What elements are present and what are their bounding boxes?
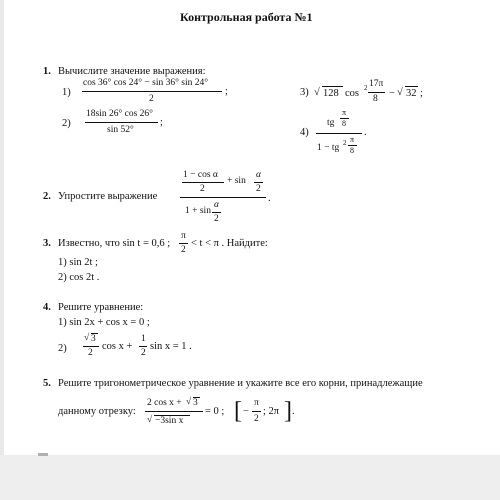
radicand: 3 bbox=[91, 334, 96, 344]
minus-sign: − bbox=[243, 406, 249, 417]
tg-text: tg bbox=[327, 118, 335, 128]
task-text: Решите тригонометрическое уравнение и укажите все его корни, принадлежащие bbox=[58, 378, 423, 389]
fraction-bar bbox=[139, 346, 147, 347]
radical-bar bbox=[405, 86, 418, 87]
fraction-denominator: 2 bbox=[141, 348, 146, 358]
radicand: 32 bbox=[406, 88, 417, 99]
task-text: Упростите выражение bbox=[58, 191, 158, 202]
subtask-1: 1) sin 2t ; bbox=[58, 257, 98, 268]
task-text: данному отрезку: bbox=[58, 406, 136, 417]
expression-text: sin x = 1 . bbox=[150, 341, 192, 352]
semicolon: ; bbox=[225, 86, 228, 97]
task-number: 3. bbox=[43, 238, 51, 249]
exponent: 2 bbox=[364, 84, 368, 92]
item-number: 4) bbox=[300, 127, 309, 138]
task-number: 4. bbox=[43, 302, 51, 313]
radical-sign-icon: √ bbox=[84, 333, 90, 343]
task-text: Известно, что sin t = 0,6 ; bbox=[58, 238, 171, 249]
expression-text: cos x + bbox=[102, 341, 133, 352]
condition-text: < t < π . Найдите: bbox=[191, 238, 268, 249]
fraction-bar bbox=[212, 212, 221, 213]
fraction-denominator: 2 bbox=[181, 245, 186, 255]
semicolon: ; bbox=[160, 117, 163, 128]
item-number: 3) bbox=[300, 87, 309, 98]
interval-end: ; 2π bbox=[263, 406, 280, 417]
fraction-bar bbox=[145, 411, 203, 412]
fraction-bar bbox=[252, 411, 261, 412]
fraction-numerator: π bbox=[350, 135, 355, 144]
radical-sign-icon: √ bbox=[397, 87, 403, 98]
fraction-numerator: 2 cos x + bbox=[147, 398, 182, 408]
fraction-denominator: sin 52° bbox=[107, 125, 134, 135]
fraction-bar bbox=[316, 133, 362, 134]
bracket-open: [ bbox=[234, 398, 242, 424]
fraction-denominator: 8 bbox=[373, 94, 378, 104]
task-number: 2. bbox=[43, 191, 51, 202]
fraction-bar bbox=[182, 182, 224, 183]
radical-sign-icon: √ bbox=[314, 87, 320, 98]
fraction-denominator: 2 bbox=[200, 184, 205, 194]
page-title: Контрольная работа №1 bbox=[180, 10, 313, 24]
radical-sign-icon: √ bbox=[147, 415, 153, 425]
denominator-text: 1 − tg bbox=[317, 143, 340, 153]
fraction-bar bbox=[254, 182, 263, 183]
fraction-denominator: 2 bbox=[88, 348, 93, 358]
task-heading: Вычислите значение выражения: bbox=[58, 66, 206, 77]
fraction-numerator: cos 36° cos 24° − sin 36° sin 24° bbox=[83, 78, 209, 88]
radicand: −3sin x bbox=[155, 416, 184, 426]
subtask-2: 2) cos 2t . bbox=[58, 272, 100, 283]
fraction-bar bbox=[82, 91, 222, 92]
subtask-1: 1) sin 2x + cos x = 0 ; bbox=[58, 317, 150, 328]
plus-sin-text: + sin bbox=[227, 176, 246, 186]
page-edge bbox=[0, 0, 4, 455]
task-number: 5. bbox=[43, 378, 51, 389]
equals-text: = 0 ; bbox=[205, 406, 225, 417]
fraction-bar bbox=[179, 243, 188, 244]
scroll-mark bbox=[38, 453, 48, 456]
fraction-denominator: 8 bbox=[342, 119, 346, 128]
period: . bbox=[268, 193, 271, 204]
fraction-denominator: 2 bbox=[214, 214, 219, 224]
exponent: 2 bbox=[343, 139, 347, 147]
fraction-denominator: 2 bbox=[256, 184, 261, 194]
cos-text: cos bbox=[345, 88, 359, 99]
period: . bbox=[364, 127, 367, 138]
fraction-numerator: α bbox=[256, 170, 261, 180]
task-heading: Решите уравнение: bbox=[58, 302, 144, 313]
period: . bbox=[292, 406, 295, 417]
fraction-numerator: π bbox=[254, 398, 259, 408]
bottom-gray-area bbox=[0, 455, 500, 500]
fraction-numerator: 1 bbox=[141, 334, 146, 344]
fraction-denominator: 8 bbox=[350, 146, 354, 155]
fraction-denominator: 2 bbox=[149, 94, 154, 104]
fraction-numerator: 18sin 26° cos 26° bbox=[86, 109, 153, 119]
bracket-close: ] bbox=[284, 398, 292, 424]
minus-sign: − bbox=[389, 88, 395, 99]
denominator-text: 1 + sin bbox=[185, 206, 211, 216]
item-number: 1) bbox=[62, 87, 71, 98]
radicand: 128 bbox=[323, 88, 339, 99]
fraction-bar bbox=[83, 346, 99, 347]
semicolon: ; bbox=[420, 88, 423, 99]
item-number: 2) bbox=[58, 343, 67, 354]
task-number: 1. bbox=[43, 66, 51, 77]
fraction-numerator: π bbox=[342, 108, 347, 117]
radicand: 3 bbox=[193, 398, 198, 408]
fraction-numerator: 1 − cos α bbox=[183, 170, 218, 180]
item-number: 2) bbox=[62, 118, 71, 129]
radical-sign-icon: √ bbox=[186, 397, 192, 407]
fraction-bar bbox=[368, 92, 385, 93]
fraction-bar bbox=[85, 122, 158, 123]
fraction-numerator: π bbox=[181, 231, 186, 241]
radical-bar bbox=[322, 86, 343, 87]
fraction-denominator: 2 bbox=[254, 414, 259, 424]
main-fraction-bar bbox=[180, 197, 266, 198]
fraction-numerator: α bbox=[214, 200, 219, 210]
fraction-numerator: 17π bbox=[369, 79, 384, 89]
